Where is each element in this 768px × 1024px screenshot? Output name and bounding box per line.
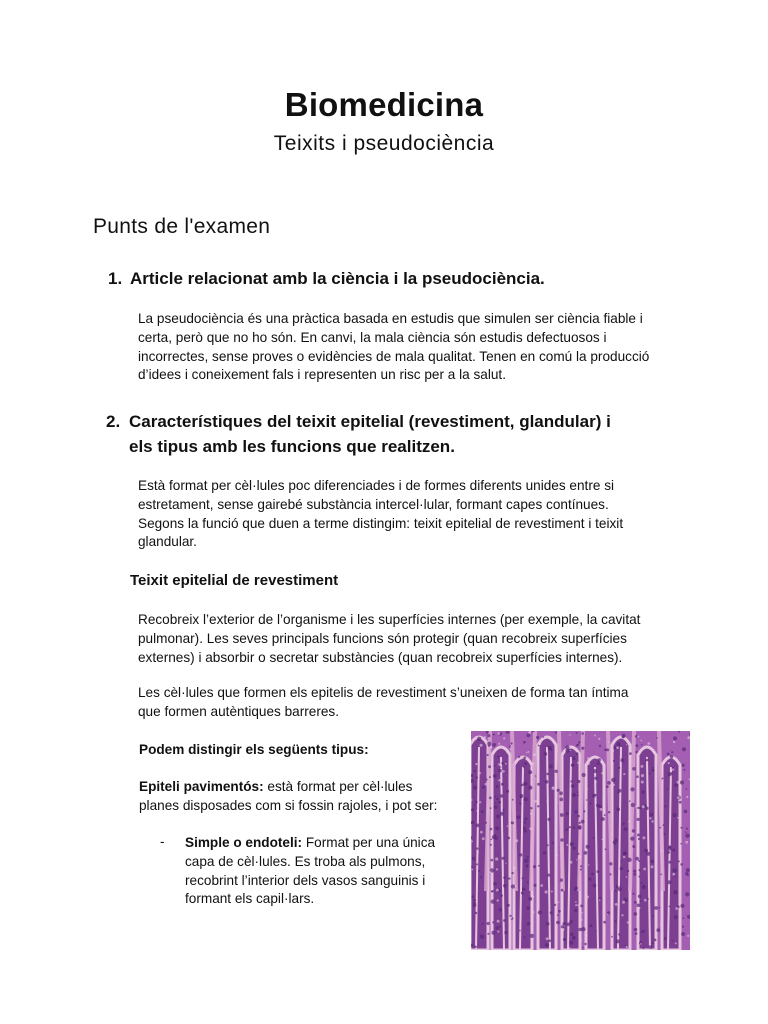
paragraph-line: planes disposades com si fossin rajoles, i pot ser: xyxy=(139,797,438,813)
paragraph-line: pulmonar). Les seves principals funcions són protegir (quan recobreix superfícies xyxy=(138,630,627,646)
paragraph-line: Les cèl·lules que formen els epitelis de revestiment s’uneixen de forma tan íntima xyxy=(138,685,629,700)
heading-line: Característiques del teixit epitelial (revestiment, glandular) i xyxy=(129,412,611,431)
types-heading: Podem distingir els següents tipus: xyxy=(139,742,369,757)
epithelium-micrograph-image xyxy=(471,731,690,950)
document-title: Biomedicina xyxy=(284,86,484,123)
bullet-dash: - xyxy=(160,834,165,849)
item-1-heading-text: Article relacionat amb la ciència i la pseudociència. xyxy=(130,269,545,288)
bullet-term: Simple o endoteli: xyxy=(185,835,303,850)
item-2-heading xyxy=(106,409,686,461)
paragraph-line: Està format per cèl·lules poc diferenciades i de formes diferents unides entre si xyxy=(138,478,615,493)
paragraph-line: recobrint l’interior dels vasos sanguinis i xyxy=(185,872,426,888)
micrograph-drawing xyxy=(471,731,690,950)
epiteli-paragraph xyxy=(139,778,459,816)
document-subtitle: Teixits i pseudociència xyxy=(273,132,495,155)
paragraph-line: formant els capil·lars. xyxy=(185,891,315,907)
item-2-heading-text xyxy=(129,409,611,459)
bullet-item xyxy=(185,834,460,909)
paragraph-line: externes) i absorbir o secretar substàncies (quan recobreix superfícies internes). xyxy=(138,649,623,665)
item-2-number: 2. xyxy=(106,412,121,431)
paragraph-line: glandular. xyxy=(138,534,197,550)
paragraph-line: incorrectes, sense proves o evidències de mala qualitat. Tenen en comú la producció xyxy=(138,348,650,364)
paragraph-line: estretament, sense gairebé substància intercel·lular, formant capes contínues. xyxy=(138,496,609,512)
epiteli-definition: està format per cèl·lules xyxy=(263,779,413,794)
paragraph-line xyxy=(139,778,459,797)
paragraph-line xyxy=(185,834,460,853)
paragraph-line: d’idees i coneixement fals i representen un risc per a la salut. xyxy=(138,367,506,383)
item-1-number: 1. xyxy=(108,269,123,288)
paragraph-line: Recobreix l’exterior de l’organisme i les superfícies internes (per exemple, la cavitat xyxy=(138,612,641,627)
paragraph-line: Segons la funció que duen a terme distingim: teixit epitelial de revestiment i teixit xyxy=(138,515,624,531)
subsection-paragraph-1 xyxy=(138,611,698,667)
subsection-paragraph-2 xyxy=(138,684,698,722)
heading-line: els tipus amb les funcions que realitzen. xyxy=(129,437,455,456)
section-heading: Punts de l'examen xyxy=(93,215,271,238)
item-1-paragraph xyxy=(138,310,698,385)
paragraph-line: La pseudociència és una pràctica basada en estudis que simulen ser ciència fiable i xyxy=(138,311,643,326)
paragraph-line: capa de cèl·lules. Es troba als pulmons, xyxy=(185,853,426,869)
epiteli-term: Epiteli pavimentós: xyxy=(139,779,264,794)
bullet-definition: Format per una única xyxy=(302,835,436,850)
item-2-paragraph xyxy=(138,477,698,552)
subsection-heading: Teixit epitelial de revestiment xyxy=(130,572,339,589)
paragraph-line: certa, però que no ho són. En canvi, la mala ciència són estudis defectuosos i xyxy=(138,329,607,345)
paragraph-line: que formen autèntiques barreres. xyxy=(138,703,340,719)
